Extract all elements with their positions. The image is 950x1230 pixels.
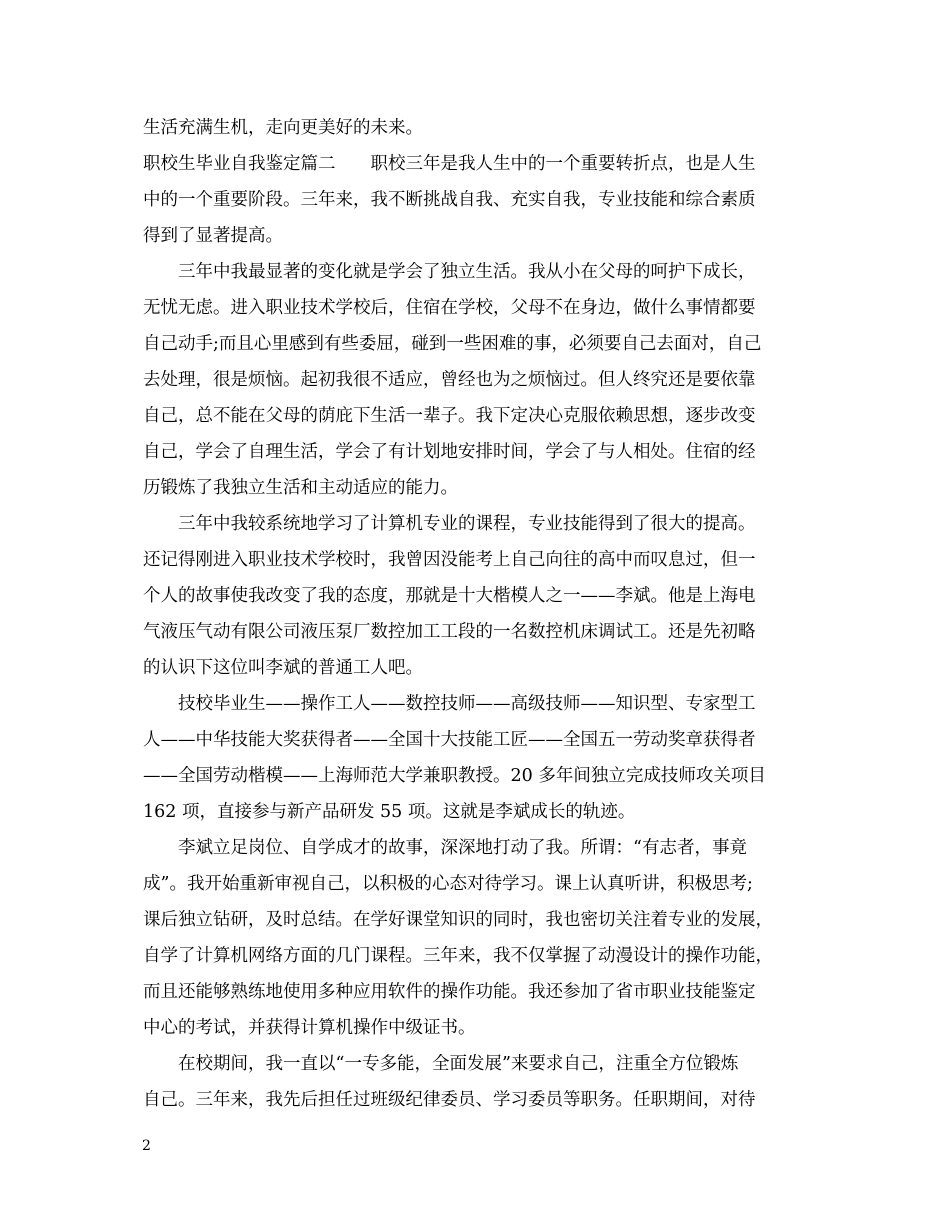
text-line: 去处理，很是烦恼。起初我很不适应，曾经也为之烦恼过。但人终究还是要依靠 [143,370,756,390]
text-line: 的认识下这位叫李斌的普通工人吧。 [143,658,423,678]
text-line: 自己，总不能在父母的荫庇下生活一辈子。我下定决心克服依赖思想，逐步改变 [143,406,756,426]
text-line: 自己，学会了自理生活，学会了有计划地安排时间，学会了与人相处。住宿的经 [143,442,756,462]
text-line: 气液压气动有限公司液压泵厂数控加工工段的一名数控机床调试工。还是先初略 [143,622,756,642]
text-line: 在校期间，我一直以“一专多能，全面发展”来要求自己，注重全方位锻炼 [143,1054,739,1074]
text-line: 历锻炼了我独立生活和主动适应的能力。 [143,478,458,498]
text-line: 个人的故事使我改变了我的态度，那就是十大楷模人之一——李斌。他是上海电 [143,586,756,606]
text-line: 课后独立钻研，及时总结。在学好课堂知识的同时，我也密切关注着专业的发展， [143,910,773,930]
text-line: 李斌立足岗位、自学成才的故事，深深地打动了我。所谓：“有志者，事竟 [143,838,747,858]
text-line: 三年中我较系统地学习了计算机专业的课程，专业技能得到了很大的提高。 [143,514,756,534]
text-line: ——全国劳动楷模——上海师范大学兼职教授。20 多年间独立完成技师攻关项目 [143,766,766,786]
text-line: 无忧无虑。进入职业技术学校后，住宿在学校，父母不在身边，做什么事情都要 [143,298,756,318]
text-line: 自己。三年来，我先后担任过班级纪律委员、学习委员等职务。任职期间，对待 [143,1090,756,1110]
text-line: 技校毕业生——操作工人——数控技师——高级技师——知识型、专家型工 [143,694,756,714]
text-line: 成”。我开始重新审视自己，以积极的心态对待学习。课上认真听讲，积极思考; [143,874,753,894]
text-line: 生活充满生机，走向更美好的未来。 [143,118,423,138]
text-line: 还记得刚进入职业技术学校时，我曾因没能考上自己向往的高中而叹息过，但一 [143,550,756,570]
text-line: 三年中我最显著的变化就是学会了独立生活。我从小在父母的呵护下成长， [143,262,756,282]
text-line: 自学了计算机网络方面的几门课程。三年来，我不仅掌握了动漫设计的操作功能， [143,946,773,966]
text-line: 中的一个重要阶段。三年来，我不断挑战自我、充实自我，专业技能和综合素质 [143,190,756,210]
text-line: 自己动手;而且心里感到有些委屈，碰到一些困难的事，必须要自己去面对，自己 [143,334,762,354]
text-line: 职校生毕业自我鉴定篇二 职校三年是我人生中的一个重要转折点，也是人生 [143,154,756,174]
text-line: 人——中华技能大奖获得者——全国十大技能工匠——全国五一劳动奖章获得者 [143,730,756,750]
text-line: 中心的考试，并获得计算机操作中级证书。 [143,1018,476,1038]
text-line: 162 项，直接参与新产品研发 55 项。这就是李斌成长的轨迹。 [143,802,636,822]
text-line: 而且还能够熟练地使用多种应用软件的操作功能。我还参加了省市职业技能鉴定 [143,982,756,1002]
page-number: 2 [142,1138,151,1154]
text-line: 得到了显著提高。 [143,226,283,246]
